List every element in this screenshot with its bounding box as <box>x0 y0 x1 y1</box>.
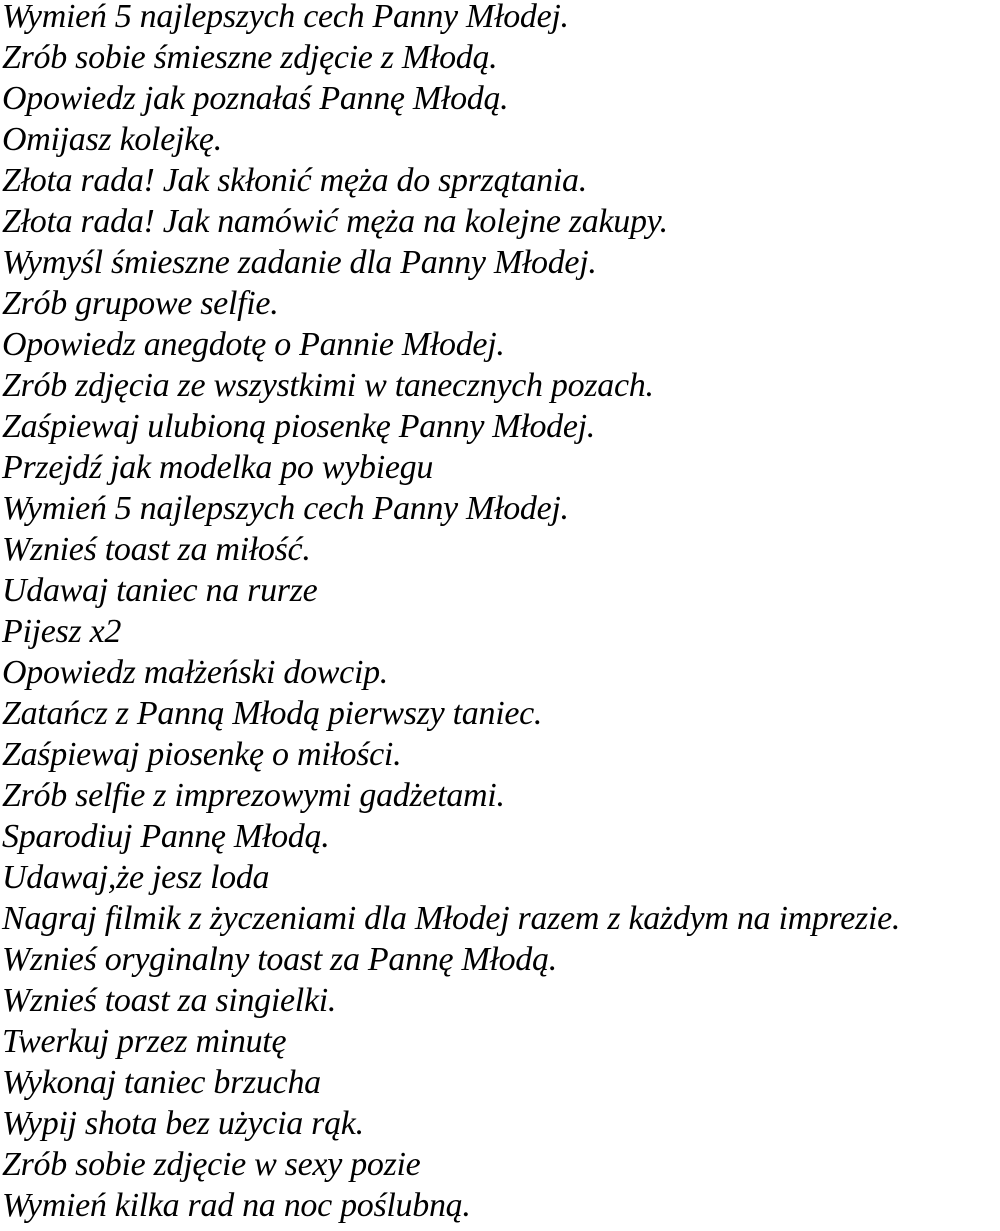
task-line: Wymień 5 najlepszych cech Panny Młodej. <box>2 0 569 35</box>
task-line: Pijesz x2 <box>2 613 122 650</box>
task-line: Zrób sobie śmieszne zdjęcie z Młodą. <box>2 39 498 76</box>
task-line: Wznieś toast za singielki. <box>2 982 337 1019</box>
task-line: Złota rada! Jak namówić męża na kolejne zakupy. <box>2 203 668 240</box>
task-line: Przejdź jak modelka po wybiegu <box>2 449 434 486</box>
task-line: Zrób grupowe selfie. <box>2 285 279 322</box>
task-line: Złota rada! Jak skłonić męża do sprzątania. <box>2 162 587 199</box>
task-line: Zrób sobie zdjęcie w sexy pozie <box>2 1146 421 1183</box>
task-line: Zrób selfie z imprezowymi gadżetami. <box>2 777 505 814</box>
task-line: Wykonaj taniec brzucha <box>2 1064 321 1101</box>
task-line: Opowiedz jak poznałaś Pannę Młodą. <box>2 80 509 117</box>
task-line: Udawaj taniec na rurze <box>2 572 318 609</box>
task-line: Wymień 5 najlepszych cech Panny Młodej. <box>2 490 569 527</box>
task-line: Zatańcz z Panną Młodą pierwszy taniec. <box>2 695 543 732</box>
task-line: Opowiedz małżeński dowcip. <box>2 654 389 691</box>
task-line: Wymyśl śmieszne zadanie dla Panny Młodej. <box>2 244 597 281</box>
task-line: Zrób zdjęcia ze wszystkimi w tanecznych pozach. <box>2 367 654 404</box>
task-line: Zaśpiewaj ulubioną piosenkę Panny Młodej. <box>2 408 596 445</box>
task-line: Sparodiuj Pannę Młodą. <box>2 818 330 855</box>
task-line: Udawaj,że jesz loda <box>2 859 270 896</box>
task-line: Opowiedz anegdotę o Pannie Młodej. <box>2 326 505 363</box>
task-line: Wymień kilka rad na noc poślubną. <box>2 1187 471 1224</box>
task-line: Omijasz kolejkę. <box>2 121 222 158</box>
task-line: Zaśpiewaj piosenkę o miłości. <box>2 736 402 773</box>
task-line: Nagraj filmik z życzeniami dla Młodej razem z każdym na imprezie. <box>2 900 901 937</box>
task-line: Twerkuj przez minutę <box>2 1023 287 1060</box>
task-line: Wznieś oryginalny toast za Pannę Młodą. <box>2 941 557 978</box>
task-line: Wypij shota bez użycia rąk. <box>2 1105 364 1142</box>
task-line: Wznieś toast za miłość. <box>2 531 311 568</box>
